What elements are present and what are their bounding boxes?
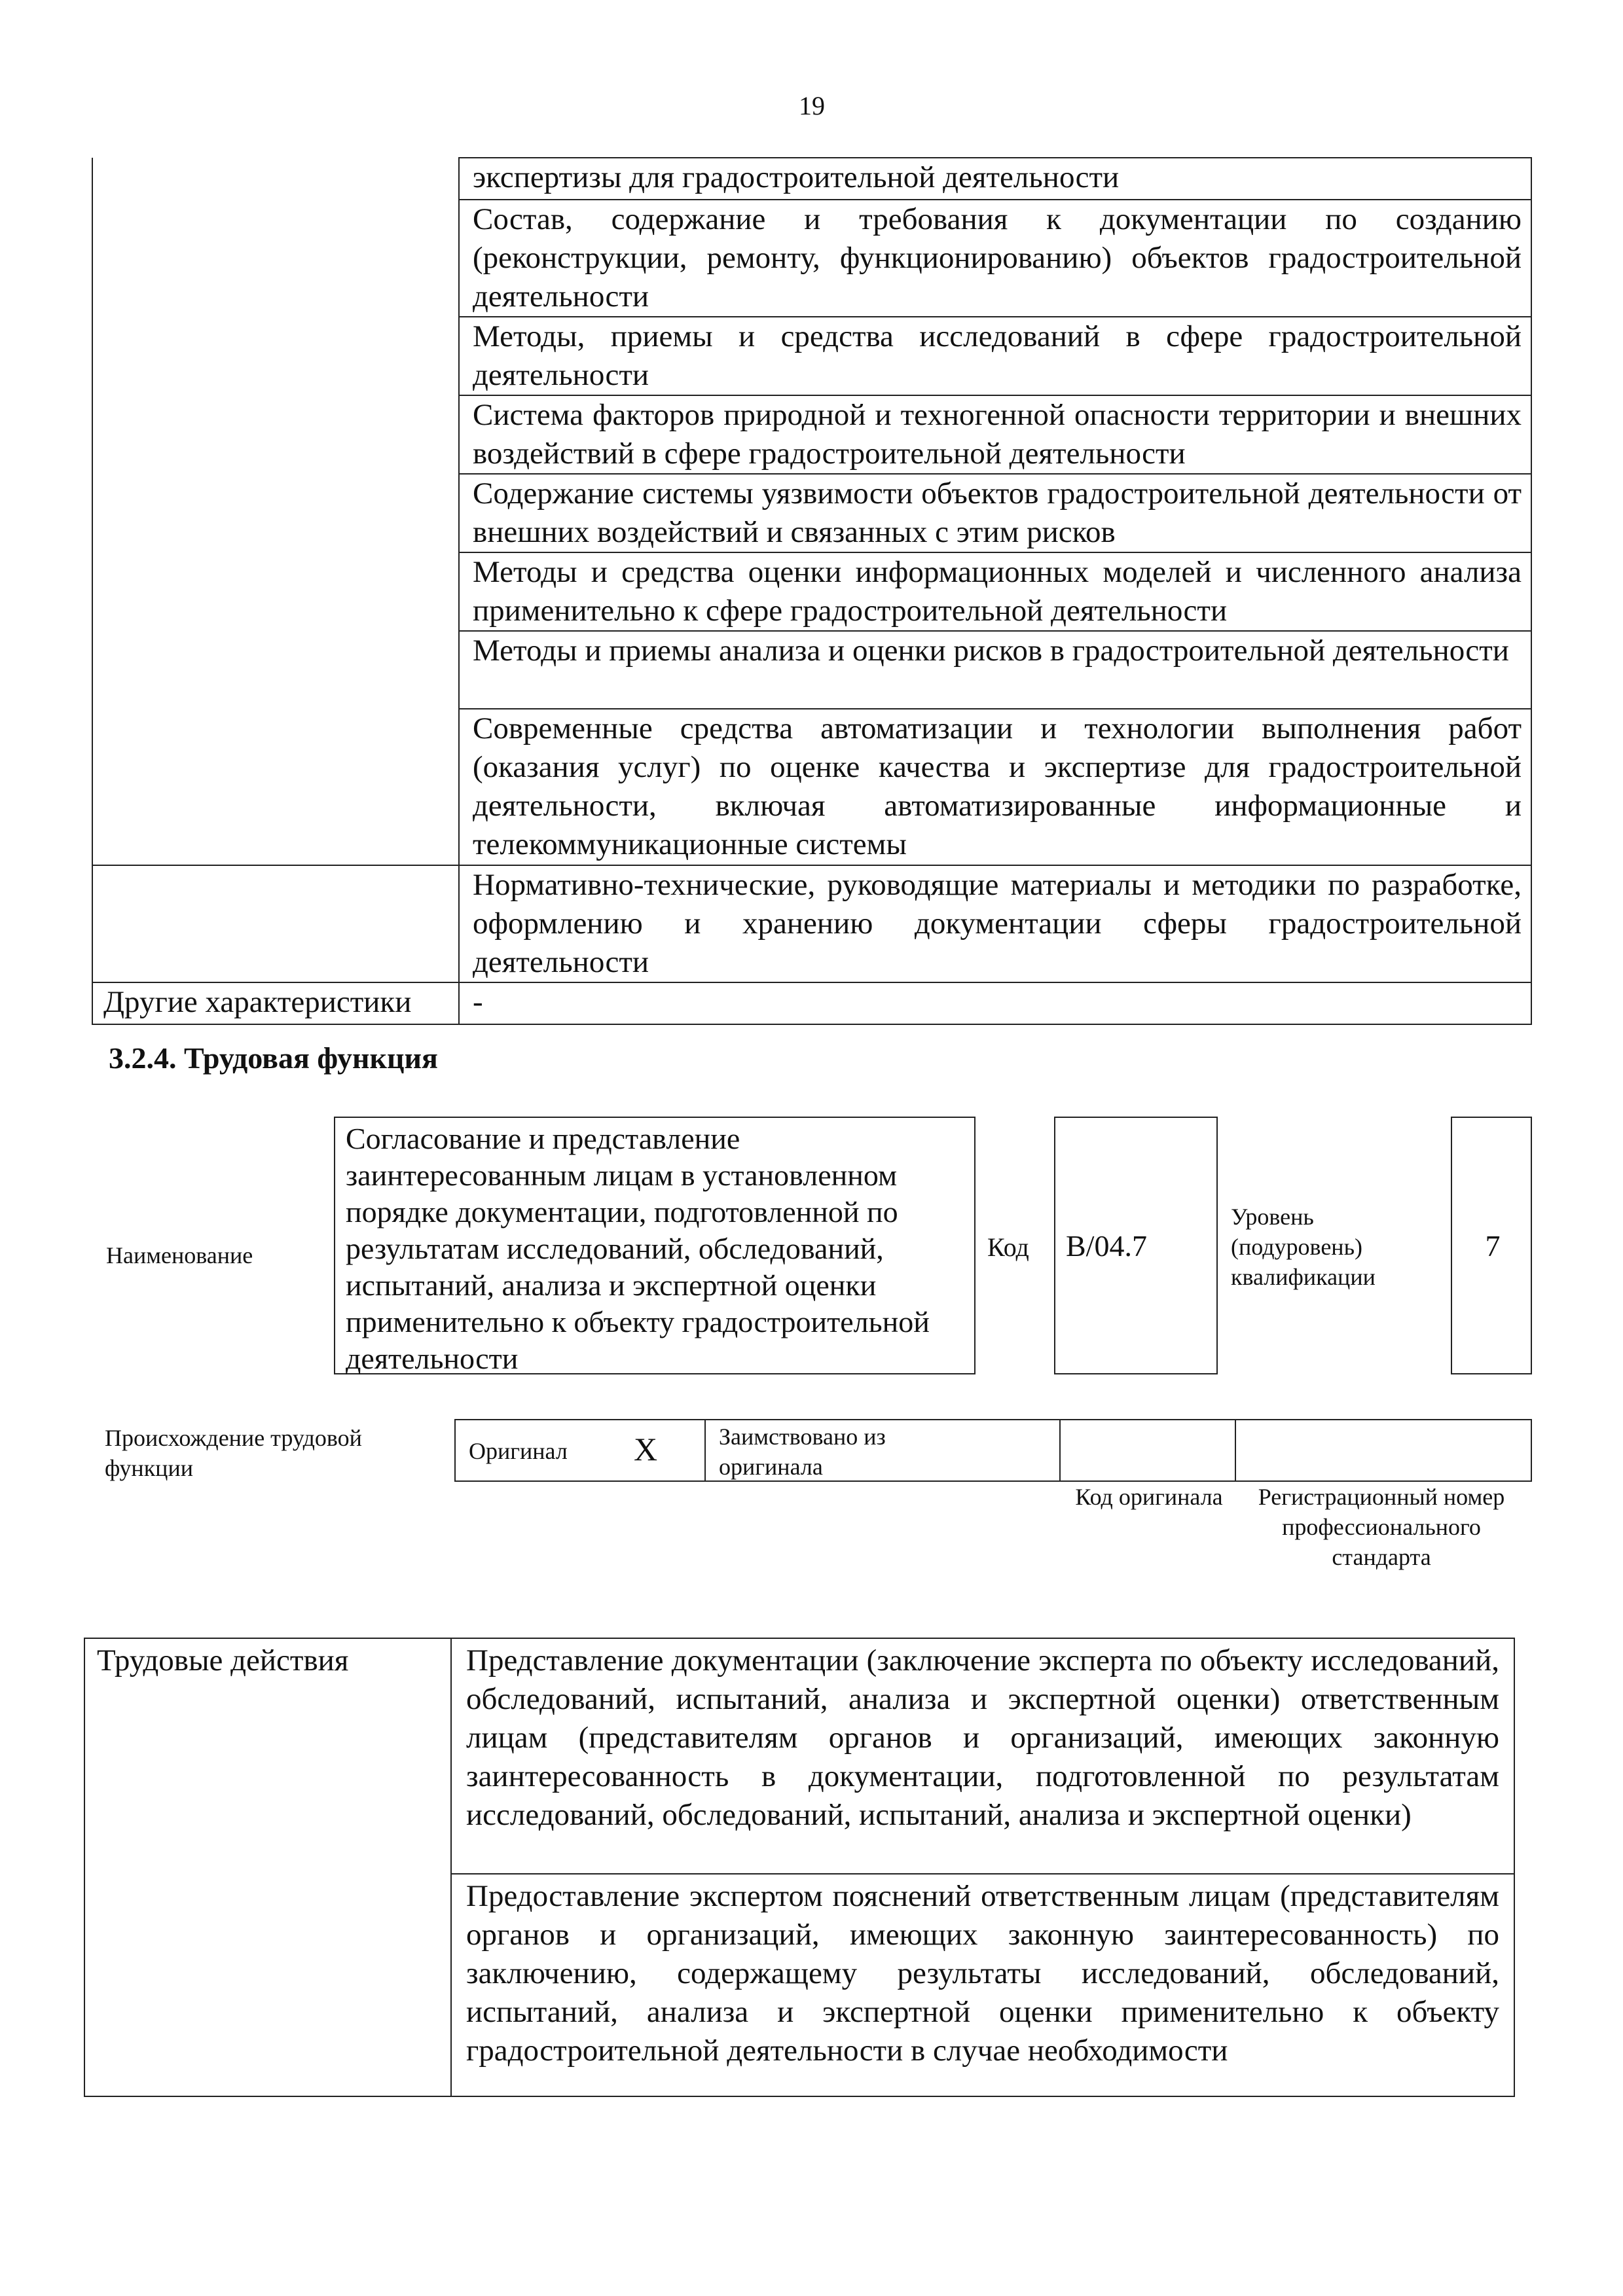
origin-original-cell [454, 1419, 706, 1482]
origin-original-label: Оригинал [469, 1438, 568, 1464]
labor-action-item: Предоставление экспертом пояснений ответственным лицам (представителям органов и организаций, имеющих законную заинтересованность) по заключению, содержащему результаты исследований, обследований, испытаний, анализа и экспертной оценки применительно к объекту градостроительной деятельности в случае необходимости [451, 1874, 1514, 2096]
table-row [92, 865, 1531, 982]
table-row [84, 1638, 1514, 1874]
level-label: Уровень (подуровень) квалификации [1231, 1204, 1376, 1290]
origin-borrowed-cell [704, 1419, 1061, 1482]
code-label: Код [987, 1232, 1029, 1262]
name-value-box [334, 1117, 976, 1374]
origin-reg-caption: Регистрационный номер профессионального стандарта [1258, 1484, 1505, 1570]
table-row [92, 982, 1531, 1024]
page-number: 19 [799, 91, 825, 120]
level-value-box [1451, 1117, 1532, 1374]
knowledge-label-cell [92, 158, 459, 865]
other-characteristics-value: - [459, 982, 1531, 1024]
origin-label: Происхождение трудовой функции [105, 1425, 362, 1481]
origin-original-mark: X [634, 1431, 658, 1467]
origin-borrowed-label: Заимствовано из оригинала [719, 1424, 886, 1480]
knowledge-item: Система факторов природной и техногенной опасности территории и внешних воздействий в сфере градостроительной деятельности [459, 395, 1531, 474]
code-value-box [1054, 1117, 1218, 1374]
table-row [92, 158, 1531, 200]
knowledge-item: Состав, содержание и требования к документации по созданию (реконструкции, ремонту, функционированию) объектов градостроительной деятельности [459, 200, 1531, 317]
knowledge-label-cell [92, 865, 459, 982]
origin-code-caption: Код оригинала [1075, 1484, 1223, 1510]
section-title: 3.2.4. Трудовая функция [109, 1041, 438, 1075]
origin-code-cell [1059, 1419, 1236, 1482]
knowledge-item: Содержание системы уязвимости объектов градостроительной деятельности от внешних воздействий и связанных с этим рисков [459, 474, 1531, 552]
labor-actions-label: Трудовые действия [84, 1638, 451, 2096]
knowledge-item: Нормативно-технические, руководящие материалы и методики по разработке, оформлению и хранению документации сферы градостроительной деятельности [459, 865, 1531, 982]
code-value: B/04.7 [1066, 1229, 1147, 1263]
knowledge-item: Современные средства автоматизации и технологии выполнения работ (оказания услуг) по оценке качества и экспертизе для градостроительной деятельности, включая автоматизированные информационные и телекоммуникационные системы [459, 709, 1531, 865]
labor-action-item: Представление документации (заключение эксперта по объекту исследований, обследований, испытаний, анализа и экспертной оценки) ответственным лицам (представителям органов и организаций, имеющих законную заинтересованность в документации, подготовленной по результатам исследований, обследований, испытаний, анализа и экспертной оценки) [451, 1638, 1514, 1874]
other-characteristics-label: Другие характеристики [92, 982, 459, 1024]
knowledge-item: Методы и приемы анализа и оценки рисков в градостроительной деятельности [459, 631, 1531, 709]
labor-actions-table [84, 1638, 1515, 2097]
origin-reg-number-cell [1235, 1419, 1532, 1482]
knowledge-item: Методы и средства оценки информационных моделей и численного анализа применительно к сфере градостроительной деятельности [459, 552, 1531, 631]
knowledge-item: экспертизы для градостроительной деятельности [459, 158, 1531, 200]
level-value: 7 [1485, 1229, 1501, 1263]
name-label: Наименование [106, 1242, 253, 1268]
knowledge-table [92, 157, 1532, 1025]
name-value: Согласование и представление заинтересованным лицам в установленном порядке документации, подготовленной по результатам исследований, обследований, испытаний, анализа и экспертной оценки применительно к объекту градостроительной деятельности [346, 1122, 930, 1375]
knowledge-item: Методы, приемы и средства исследований в сфере градостроительной деятельности [459, 317, 1531, 395]
